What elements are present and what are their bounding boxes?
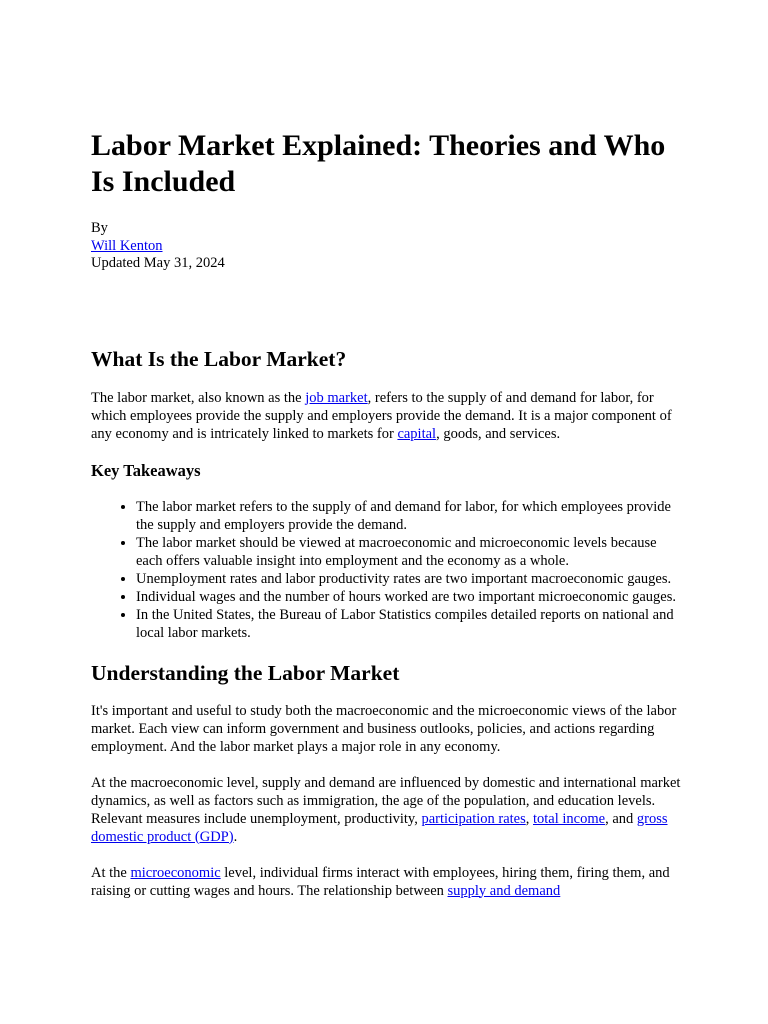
byline-by-label: By [91, 220, 108, 236]
macro-text-4: . [233, 828, 238, 845]
micro-text-2: level, individual firms interact with employees, hiring them, firing them, and raising or cutting wages and hours. The relationship between [91, 864, 670, 899]
key-takeaways-heading: Key Takeaways [91, 460, 201, 480]
intro-text-3: , goods, and services. [436, 425, 561, 442]
understanding-paragraph-1: It's important and useful to study both the macroeconomic and the microeconomic views of the labor market. Each view can inform government and business outlooks, policies, and actions regarding employment. And the labor market plays a major role in any economy. [91, 702, 677, 755]
article [91, 128, 683, 918]
intro-text-1: The labor market, also known as the [91, 389, 306, 406]
page-title: Labor Market Explained: Theories and Who Is Included [91, 129, 666, 198]
author-link[interactable]: Will Kenton [91, 237, 163, 254]
macro-text-1: At the macroeconomic level, supply and demand are influenced by domestic and international market dynamics, as well as factors such as immigration, the age of the population, and education levels. Relevant measures include unemployment, productivity, [91, 774, 681, 827]
micro-text-1: At the [91, 864, 131, 881]
participation-rates-link[interactable]: participation rates [421, 810, 526, 827]
list-item: • The labor market should be viewed at macroeconomic and microeconomic levels because each offers valuable insight into employment and the economy as a whole. [136, 534, 683, 570]
list-item: • The labor market refers to the supply of and demand for labor, for which employees provide the supply and employers provide the demand. [136, 498, 683, 534]
key-takeaways-list [91, 498, 683, 642]
section-heading-understanding: Understanding the Labor Market [91, 660, 400, 685]
byline [91, 220, 683, 273]
supply-and-demand-link[interactable]: supply and demand [447, 882, 561, 899]
understanding-paragraph-2 [91, 774, 683, 846]
intro-paragraph [91, 389, 683, 443]
microeconomic-link[interactable]: microeconomic [130, 864, 221, 881]
capital-link[interactable]: capital [397, 425, 437, 442]
list-item: • In the United States, the Bureau of Labor Statistics compiles detailed reports on national and local labor markets. [136, 606, 683, 642]
list-item: • Individual wages and the number of hours worked are two important microeconomic gauges. [136, 588, 683, 606]
list-item: • Unemployment rates and labor productivity rates are two important macroeconomic gauges. [136, 570, 683, 588]
gdp-link[interactable]: gross domestic product (GDP) [91, 810, 668, 845]
macro-text-3: , and [605, 810, 637, 827]
job-market-link[interactable]: job market [305, 389, 368, 406]
macro-text-2: , [525, 810, 533, 827]
section-heading-what-is: What Is the Labor Market? [91, 346, 347, 371]
updated-date: Updated May 31, 2024 [91, 255, 225, 271]
intro-text-2: , refers to the supply of and demand for labor, for which employees provide the supply and employers provide the demand. It is a major component of any economy and is intricately linked to markets for [91, 389, 672, 442]
total-income-link[interactable]: total income [533, 810, 606, 827]
understanding-paragraph-3 [91, 864, 683, 900]
